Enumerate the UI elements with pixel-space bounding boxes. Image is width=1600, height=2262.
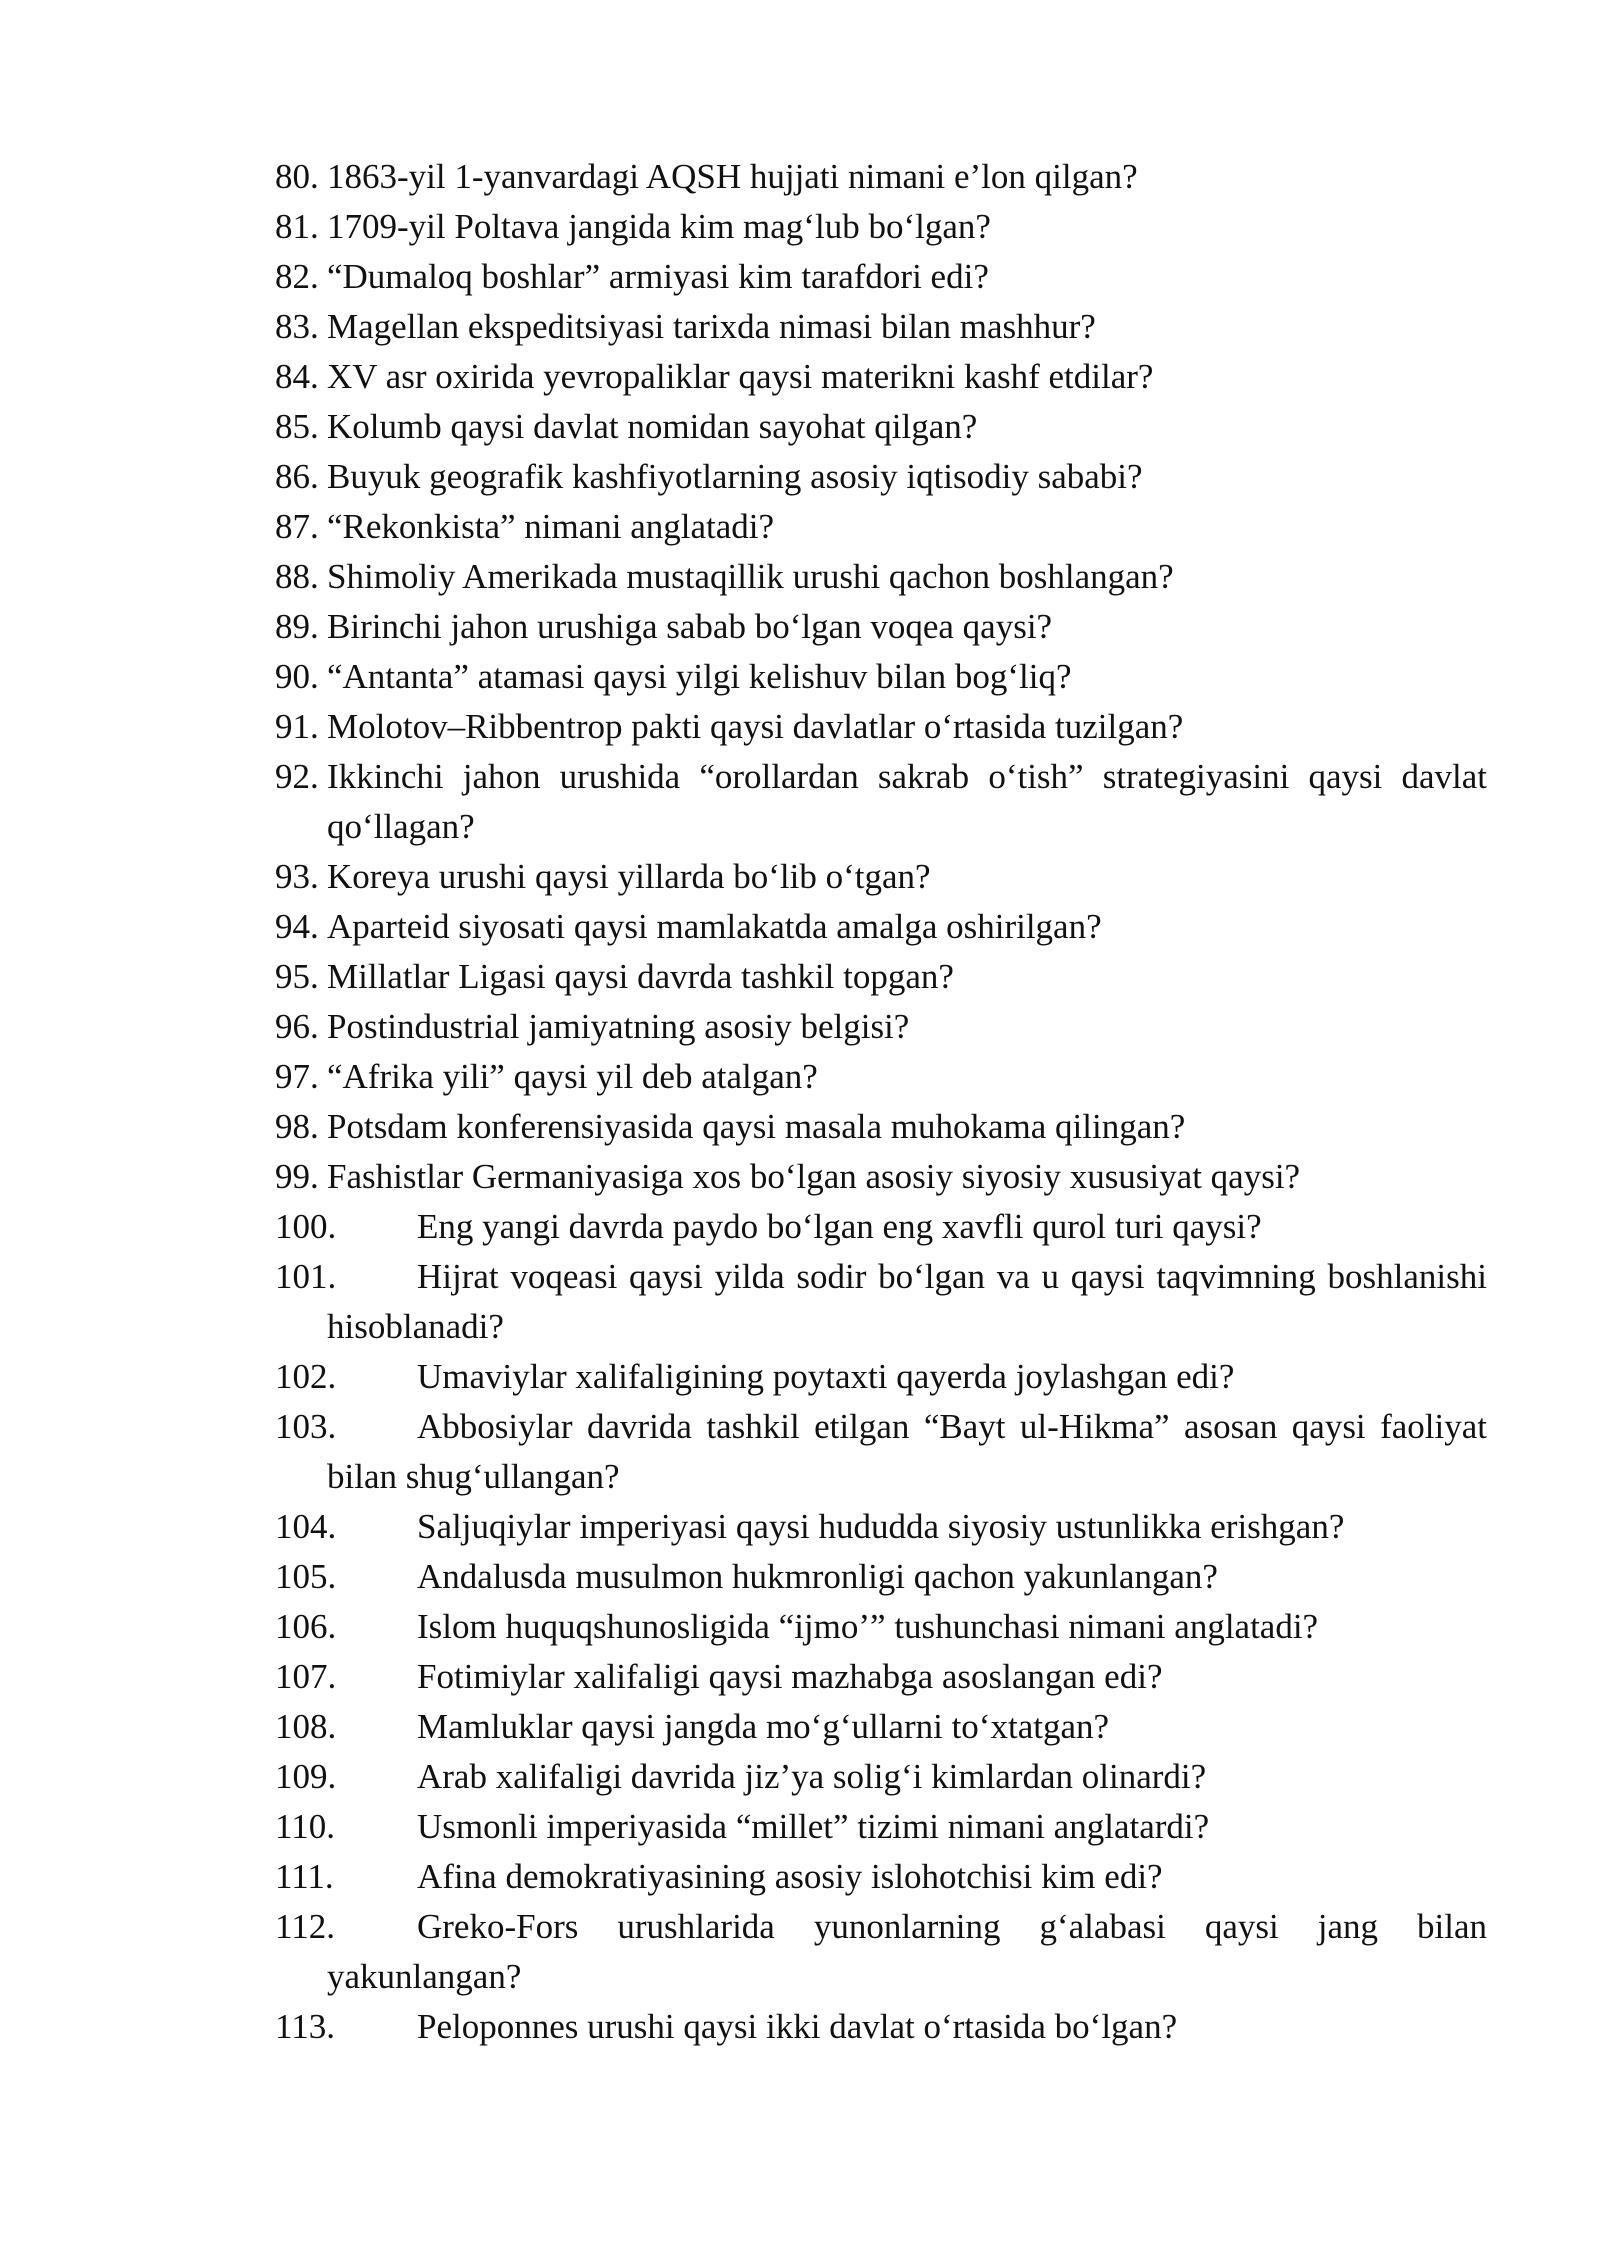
question-number: 90. [275, 657, 319, 696]
question-text: XV asr oxirida yevropaliklar qaysi materikni kashf etdilar? [327, 357, 1154, 396]
question-text: 1709-yil Poltava jangida kim mag‘lub bo‘lgan? [327, 207, 991, 246]
question-item [275, 502, 1487, 552]
question-text: Andalusda musulmon hukmronligi qachon yakunlangan? [417, 1557, 1218, 1596]
question-text: Usmonli imperiyasida “millet” tizimi nimani anglatardi? [417, 1807, 1210, 1846]
question-number: 107. [275, 1657, 337, 1696]
question-item [275, 1002, 1487, 1052]
question-text: “Rekonkista” nimani anglatadi? [327, 507, 775, 546]
question-item [275, 752, 1487, 852]
question-item [275, 702, 1487, 752]
question-number: 87. [275, 507, 319, 546]
question-number: 96. [275, 1007, 319, 1046]
question-number: 103. [275, 1407, 337, 1446]
question-item [275, 1202, 1487, 1252]
question-item [275, 252, 1487, 302]
question-item [275, 1252, 1487, 1352]
question-text: Eng yangi davrda paydo bo‘lgan eng xavfli qurol turi qaysi? [417, 1207, 1262, 1246]
question-item [275, 652, 1487, 702]
question-text: Kolumb qaysi davlat nomidan sayohat qilgan? [327, 407, 978, 446]
question-text: Koreya urushi qaysi yillarda bo‘lib o‘tgan? [327, 857, 931, 896]
question-number: 110. [275, 1807, 335, 1846]
question-number: 100. [275, 1207, 337, 1246]
question-item [275, 1102, 1487, 1152]
question-text: Ikkinchi jahon urushida “orollardan sakrab o‘tish” strategiyasini qaysi davlat qo‘llagan? [327, 757, 1487, 846]
question-item [275, 1602, 1487, 1652]
question-number: 86. [275, 457, 319, 496]
question-number: 112. [275, 1907, 335, 1946]
question-number: 97. [275, 1057, 319, 1096]
question-number: 93. [275, 857, 319, 896]
question-item [275, 952, 1487, 1002]
question-number: 105. [275, 1557, 337, 1596]
question-text: Fashistlar Germaniyasiga xos bo‘lgan asosiy siyosiy xususiyat qaysi? [327, 1157, 1301, 1196]
question-text: Peloponnes urushi qaysi ikki davlat o‘rtasida bo‘lgan? [417, 2007, 1178, 2046]
question-item [275, 1902, 1487, 2002]
question-number: 95. [275, 957, 319, 996]
question-item [275, 402, 1487, 452]
question-number: 104. [275, 1507, 337, 1546]
question-text: Potsdam konferensiyasida qaysi masala muhokama qilingan? [327, 1107, 1186, 1146]
question-number: 106. [275, 1607, 337, 1646]
question-text: Saljuqiylar imperiyasi qaysi hududda siyosiy ustunlikka erishgan? [417, 1507, 1345, 1546]
question-item [275, 1502, 1487, 1552]
question-text: Postindustrial jamiyatning asosiy belgisi? [327, 1007, 910, 1046]
question-item [275, 902, 1487, 952]
question-item [275, 1352, 1487, 1402]
question-text: Hijrat voqeasi qaysi yilda sodir bo‘lgan va u qaysi taqvimning boshlanishi hisoblanadi? [327, 1257, 1487, 1346]
question-number: 89. [275, 607, 319, 646]
question-text: “Dumaloq boshlar” armiyasi kim tarafdori edi? [327, 257, 989, 296]
question-item [275, 452, 1487, 502]
question-text: Aparteid siyosati qaysi mamlakatda amalga oshirilgan? [327, 907, 1102, 946]
question-number: 99. [275, 1157, 319, 1196]
question-item [275, 1652, 1487, 1702]
question-number: 108. [275, 1707, 337, 1746]
question-item [275, 1752, 1487, 1802]
question-item [275, 152, 1487, 202]
question-number: 109. [275, 1757, 337, 1796]
question-text: Millatlar Ligasi qaysi davrda tashkil topgan? [327, 957, 954, 996]
question-text: Buyuk geografik kashfiyotlarning asosiy iqtisodiy sababi? [327, 457, 1143, 496]
question-text: “Afrika yili” qaysi yil deb atalgan? [327, 1057, 818, 1096]
question-number: 98. [275, 1107, 319, 1146]
question-item [275, 1702, 1487, 1752]
question-text: Shimoliy Amerikada mustaqillik urushi qachon boshlangan? [327, 557, 1174, 596]
question-item [275, 2002, 1487, 2052]
question-number: 83. [275, 307, 319, 346]
question-text: Greko-Fors urushlarida yunonlarning g‘alabasi qaysi jang bilan yakunlangan? [327, 1907, 1487, 1996]
question-item [275, 602, 1487, 652]
question-text: Fotimiylar xalifaligi qaysi mazhabga asoslangan edi? [417, 1657, 1163, 1696]
question-number: 84. [275, 357, 319, 396]
question-text: Abbosiylar davrida tashkil etilgan “Bayt ul-Hikma” asosan qaysi faoliyat bilan shug‘ullangan? [327, 1407, 1487, 1496]
question-number: 102. [275, 1357, 337, 1396]
question-text: 1863-yil 1-yanvardagi AQSH hujjati nimani e’lon qilgan? [327, 157, 1138, 196]
question-text: Umaviylar xalifaligining poytaxti qayerda joylashgan edi? [417, 1357, 1235, 1396]
question-number: 81. [275, 207, 319, 246]
question-item [275, 1552, 1487, 1602]
question-text: Islom huquqshunosligida “ijmo’” tushunchasi nimani anglatadi? [417, 1607, 1319, 1646]
question-text: “Antanta” atamasi qaysi yilgi kelishuv bilan bog‘liq? [327, 657, 1072, 696]
question-item [275, 1402, 1487, 1502]
question-number: 91. [275, 707, 319, 746]
question-item [275, 302, 1487, 352]
question-item [275, 202, 1487, 252]
question-text: Arab xalifaligi davrida jiz’ya solig‘i kimlardan olinardi? [417, 1757, 1207, 1796]
question-list [275, 152, 1487, 2052]
question-number: 94. [275, 907, 319, 946]
question-item [275, 1852, 1487, 1902]
question-text: Molotov–Ribbentrop pakti qaysi davlatlar o‘rtasida tuzilgan? [327, 707, 1184, 746]
question-item [275, 1052, 1487, 1102]
question-number: 82. [275, 257, 319, 296]
question-text: Afina demokratiyasining asosiy islohotchisi kim edi? [417, 1857, 1163, 1896]
question-item [275, 352, 1487, 402]
question-number: 101. [275, 1257, 337, 1296]
question-number: 92. [275, 757, 319, 796]
question-item [275, 1802, 1487, 1852]
question-text: Magellan ekspeditsiyasi tarixda nimasi bilan mashhur? [327, 307, 1096, 346]
question-number: 111. [275, 1857, 334, 1896]
question-item [275, 852, 1487, 902]
question-number: 88. [275, 557, 319, 596]
question-text: Birinchi jahon urushiga sabab bo‘lgan voqea qaysi? [327, 607, 1053, 646]
question-number: 80. [275, 157, 319, 196]
question-number: 113. [275, 2007, 335, 2046]
question-item [275, 1152, 1487, 1202]
question-text: Mamluklar qaysi jangda mo‘g‘ullarni to‘xtatgan? [417, 1707, 1110, 1746]
question-item [275, 552, 1487, 602]
question-number: 85. [275, 407, 319, 446]
